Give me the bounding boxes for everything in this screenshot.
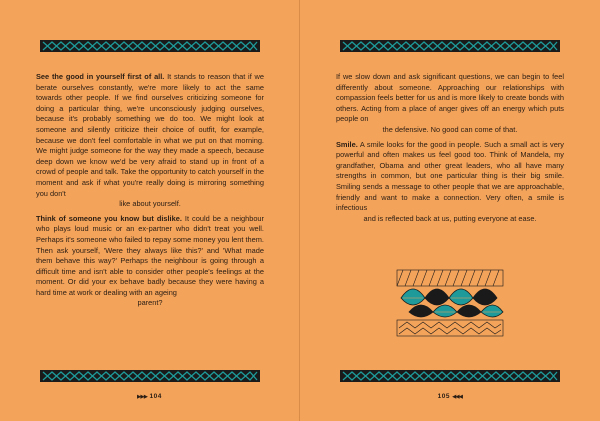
folio-arrows-icon: ▶▶▶ bbox=[137, 394, 148, 400]
decorative-border-top bbox=[40, 40, 260, 52]
right-p1-body: If we slow down and ask significant questions, we can begin to feel differently about someone. Approaching our relationships with compassion feels better for us and is more likely to create bonds with others. Acting from a place of anger gives off an energy which puts people on bbox=[336, 72, 564, 124]
folio-arrows-icon: ◀◀◀ bbox=[452, 394, 463, 400]
page-number-left bbox=[0, 393, 299, 400]
left-paragraph-1 bbox=[36, 72, 264, 210]
left-p1-body: It stands to reason that if we berate ourselves constantly, we're more likely to act the same towards other people. If we find ourselves criticizing someone for doing a particular thing, we're unconsciously judging ourselves, because it's probably something we do too. We might look at someone and silently criticize their choice of outfit, for example, because we don't feel comfortable in what we put on that morning. We might judge someone for the way they made a speech, because deep down we know we'd be very afraid to stand up in front of a crowd of people and talk. Take the opportunity to catch yourself in the moment and ask if what you're really doing is mirroring something you don't bbox=[36, 72, 264, 198]
left-paragraph-2 bbox=[36, 214, 264, 309]
page-number-left-value: 104 bbox=[149, 393, 162, 400]
leaf-pattern-illustration bbox=[395, 268, 505, 338]
left-p2-lead: Think of someone you know but dislike. bbox=[36, 213, 182, 223]
left-p1-tail: like about yourself. bbox=[119, 199, 181, 209]
decorative-border-bottom bbox=[340, 370, 560, 382]
right-text-block bbox=[336, 72, 564, 228]
right-p2-body: A smile looks for the good in people. Such a small act is very powerful and often makes us feel good too. Think of Mandela, my grandfather, Obama and other great leaders, who all have many strengths in common, but one particular thing is their big smile. Smiling sends a message to other people that we are approachable, friendly and want to make a connection. Very often, a smile is infectious bbox=[336, 139, 564, 213]
right-page bbox=[300, 0, 600, 421]
left-text-block bbox=[36, 72, 264, 313]
left-p1-lead: See the good in yourself first of all. bbox=[36, 72, 165, 81]
decorative-border-bottom bbox=[40, 370, 260, 382]
right-p1-tail: the defensive. No good can come of that. bbox=[382, 124, 518, 134]
page-number-right-value: 105 bbox=[437, 393, 450, 400]
right-p2-lead: Smile. bbox=[336, 139, 358, 149]
left-p2-body: It could be a neighbour who plays loud music or an ex-partner who didn't treat you well. Perhaps it's someone who failed to repay some money you lent them. Then ask yourself, 'Were they always like this?' and 'What made them behave this way?' Perhaps the neighbour is going through a difficult time and isn't able to consider other people's feelings at the moment. Or did your ex behave badly because they were having a hard time at work or dealing with an ageing bbox=[36, 213, 264, 297]
right-p2-tail: and is reflected back at us, putting everyone at ease. bbox=[363, 213, 537, 223]
page-number-right bbox=[300, 393, 600, 400]
left-p2-tail: parent? bbox=[137, 298, 163, 308]
decorative-border-top bbox=[340, 40, 560, 52]
right-paragraph-2 bbox=[336, 140, 564, 225]
right-paragraph-1 bbox=[336, 72, 564, 136]
